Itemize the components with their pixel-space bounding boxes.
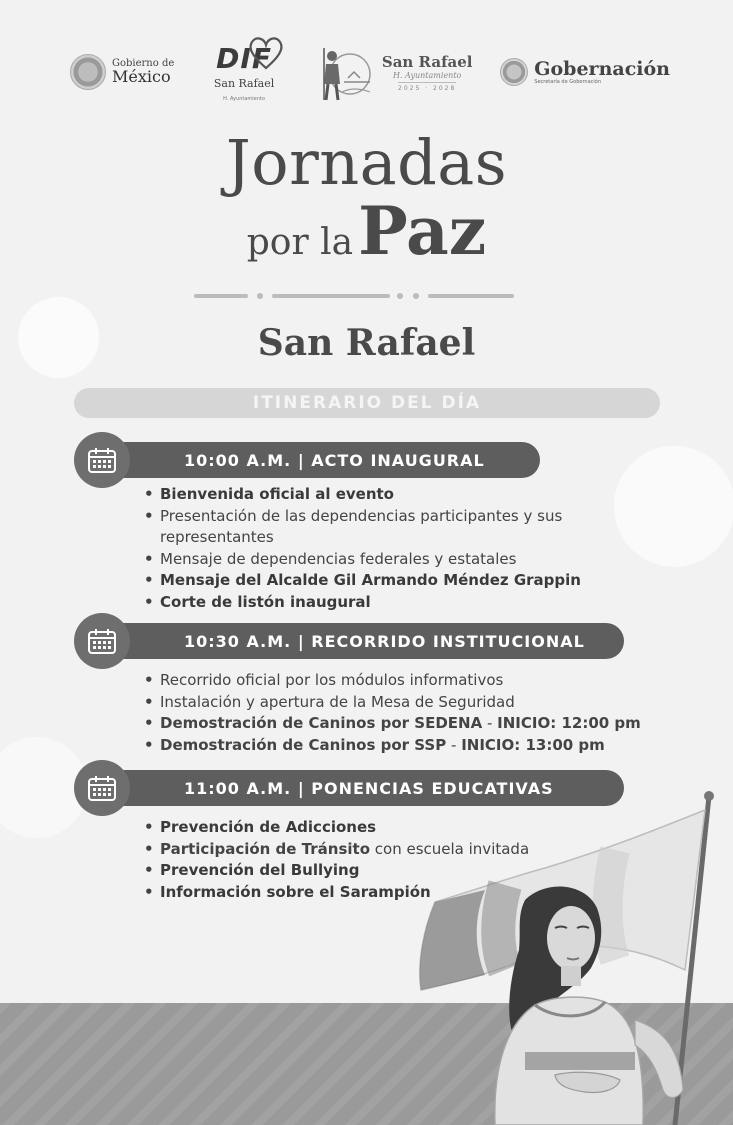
list-item: • Prevención de Adicciones xyxy=(144,817,664,839)
logo-gobernacion-sub: Secretaría de Gobernación xyxy=(534,78,602,85)
logo-san-rafael-years: 2025 · 2028 xyxy=(398,82,456,92)
list-item: • Bienvenida oficial al evento xyxy=(144,484,664,506)
calendar-icon xyxy=(74,432,130,488)
itinerary-label: ITINERARIO DEL DÍA xyxy=(74,388,660,418)
logo-dif xyxy=(202,42,286,102)
list-item: • Mensaje del Alcalde Gil Armando Méndez Grappin xyxy=(144,570,664,592)
list-item xyxy=(144,713,664,735)
logo-mexico-line1: Gobierno de xyxy=(112,58,175,69)
list-item-sep: - xyxy=(446,735,462,754)
list-item: • Instalación y apertura de la Mesa de Seguridad xyxy=(144,692,664,714)
list-item-bold: Participación de Tránsito xyxy=(160,839,371,858)
list-item-bold: Demostración de Caninos por SEDENA xyxy=(160,714,483,732)
section-heading: 11:00 A.M. | PONENCIAS EDUCATIVAS xyxy=(110,770,624,806)
list-item: • Corte de listón inaugural xyxy=(144,592,664,614)
calendar-icon xyxy=(74,760,130,816)
section-list-recorrido-institucional xyxy=(144,670,664,756)
title-line2-small: por la xyxy=(246,222,354,263)
list-item: • Prevención del Bullying xyxy=(144,860,664,882)
title-line2-big: Paz xyxy=(358,192,487,270)
logo-gobernacion xyxy=(500,58,670,86)
logo-san-rafael-ayuntamiento: H. Ayuntamiento xyxy=(392,70,462,80)
list-item: • Recorrido oficial por los módulos informativos xyxy=(144,670,664,692)
list-item-rest: con escuela invitada xyxy=(370,839,530,858)
logo-san-rafael xyxy=(314,42,473,102)
section-heading: 10:00 A.M. | ACTO INAUGURAL xyxy=(110,442,540,478)
list-item xyxy=(144,735,664,757)
calendar-icon xyxy=(74,613,130,669)
warrior-figure-icon xyxy=(314,42,374,102)
logo-dif-name: San Rafael xyxy=(213,77,275,90)
section-heading: 10:30 A.M. | RECORRIDO INSTITUCIONAL xyxy=(110,623,624,659)
coat-of-arms-icon xyxy=(500,58,528,86)
title-line1: Jornadas xyxy=(225,126,508,199)
coat-of-arms-icon xyxy=(70,54,106,90)
logo-row xyxy=(70,40,670,104)
list-item-bold: INICIO: 12:00 pm xyxy=(497,714,641,732)
logo-mexico-line2: México xyxy=(112,67,171,86)
list-item: • Presentación de las dependencias participantes y sus representantes xyxy=(144,506,664,549)
list-item-bold: INICIO: 13:00 pm xyxy=(461,735,605,754)
list-item: • Mensaje de dependencias federales y estatales xyxy=(144,549,664,571)
woman-with-flag-illustration xyxy=(405,790,733,1125)
section-header-acto-inaugural xyxy=(74,432,540,488)
logo-gobierno-mexico xyxy=(70,54,174,90)
heart-icon xyxy=(246,34,286,70)
logo-gobernacion-name: Gobernación xyxy=(534,57,670,80)
list-item-sep: - xyxy=(482,714,498,732)
section-list-acto-inaugural xyxy=(144,484,664,613)
title-line2 xyxy=(0,192,733,270)
logo-san-rafael-name: San Rafael xyxy=(381,52,473,71)
subtitle: San Rafael xyxy=(257,322,476,364)
logo-dif-mark: DIF xyxy=(216,42,272,75)
list-item-bold: Demostración de Caninos por SSP xyxy=(160,735,447,754)
ornamental-divider xyxy=(194,290,514,302)
list-item: • Información sobre el Sarampión xyxy=(144,882,664,904)
logo-dif-sub: H. Ayuntamiento xyxy=(223,96,265,102)
section-header-recorrido-institucional xyxy=(74,613,624,669)
